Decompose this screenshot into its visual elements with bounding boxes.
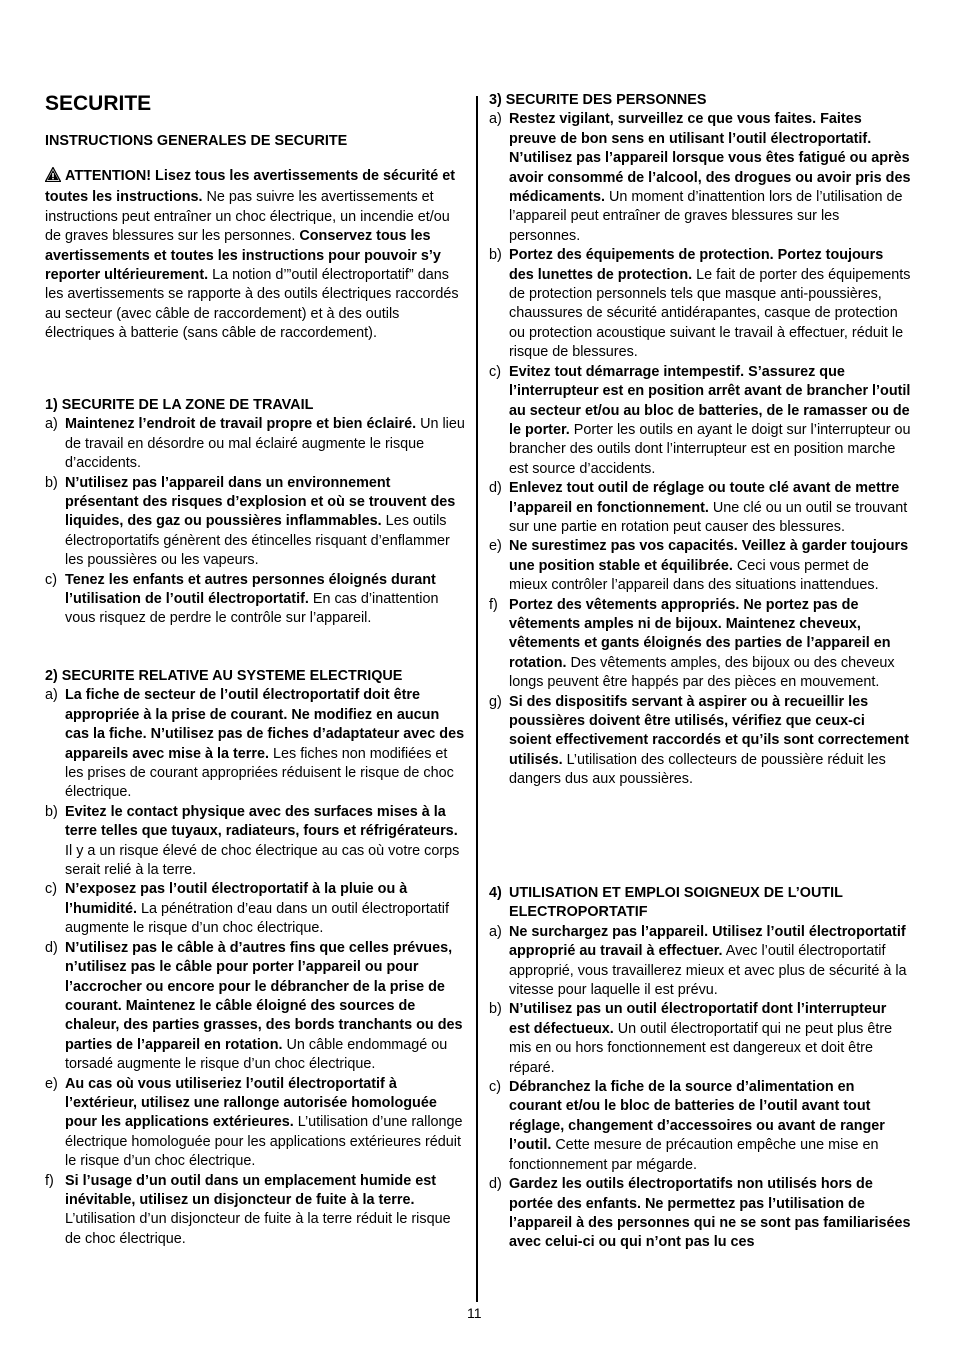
section-subtitle: INSTRUCTIONS GENERALES DE SECURITE [45, 133, 348, 149]
item-bold-text: Restez vigilant, surveillez ce que vous faites. Faites preuve de bon sens en utilisant l’outil électroportatif. N’utilisez pas l’appareil lorsque vous êtes fatigué ou après avoir consommé de l’alcool, des drogues ou avoir pris des médicaments. [509, 111, 911, 206]
item-label: b) [489, 1001, 502, 1018]
item-label: f) [489, 596, 498, 613]
section-heading: 1) SECURITE DE LA ZONE DE TRAVAIL [45, 397, 314, 413]
item-label: b) [45, 474, 58, 491]
item-label: d) [489, 480, 502, 497]
item-bold-text: N’utilisez pas un outil électroportatif dont l’interrupteur est défectueux. [509, 1001, 887, 1037]
item-text: Le fait de porter des équipements de protection personnels tels que masque anti-poussières, chaussures de sécurité antidérapantes, casque de protection ou protection acoustique suivant le travail à effectuer, réduit le risque de blessures. [509, 266, 911, 361]
item-text: Ceci vous permet de mieux contrôler l’appareil dans des situations inattendues. [509, 557, 879, 594]
item-bold-text: N’exposez pas l’outil électroportatif à la pluie ou à l’humidité. [65, 881, 408, 917]
section-heading: 2) SECURITE RELATIVE AU SYSTEME ELECTRIQUE [45, 668, 403, 684]
item-bold-text: Si l’usage d’un outil dans un emplacement humide est inévitable, utilisez un disjoncteur de fuite à la terre. [65, 1172, 437, 1208]
item-bold-text: Evitez tout démarrage intempestif. S’assurez que l’interrupteur est en position arrêt avant de brancher l’outil au secteur et/ou au bloc de batteries, de le ramasser ou de le porter. [509, 363, 911, 438]
intro-text-2: La notion d’”outil électroportatif” dans les avertissements se rapporte à des outils électriques raccordés au secteur (avec câble de raccordement) et à des outils électriques à batterie (sans câble de raccordement). [45, 267, 459, 342]
intro-bold-2: Conservez tous les avertissements et toutes les instructions pour pouvoir s’y reporter ultérieurement. [45, 228, 441, 284]
item-text: L’utilisation des collecteurs de poussière réduit les dangers dus aux poussières. [509, 751, 886, 788]
item-label: d) [45, 939, 58, 956]
page-title: SECURITE [45, 92, 152, 115]
section-work-area [45, 396, 467, 629]
list-item [489, 246, 911, 362]
item-bold-text: La fiche de secteur de l’outil électroportatif doit être appropriée à la prise de courant. Ne modifiez en aucun cas la fiche. N’utilisez pas de fiches d’adaptateur avec des appareils avec mise à la terre. [65, 687, 465, 762]
list-item [489, 110, 911, 246]
list-item [45, 803, 467, 881]
intro-paragraph [45, 167, 467, 344]
item-bold-text: Ne surchargez pas l’appareil. Utilisez l’outil électroportatif approprié au travail à effectuer. [509, 923, 906, 960]
list-item [489, 537, 911, 595]
item-bold-text: Portez des équipements de protection. Portez toujours des lunettes de protection. [509, 247, 884, 283]
list-item [45, 939, 467, 1075]
item-bold-text: N’utilisez pas le câble à d’autres fins que celles prévues, n’utilisez pas le câble pour porter l’appareil ou pour l’accrocher ou encore pour le débrancher de la prise de courant. Maintenez le câble éloigné des sources de chaleur, des parties grasses, des bords tranchants ou des parties de l’appareil en rotation. [65, 939, 463, 1053]
list-item [45, 880, 467, 938]
item-text: Une clé ou un outil se trouvant sur une partie en rotation peut causer des blessures. [509, 499, 908, 535]
item-bold-text: Evitez le contact physique avec des surfaces mises à la terre telles que tuyaux, radiateurs, fours et réfrigérateurs. [65, 803, 458, 840]
item-label: a) [489, 111, 502, 128]
item-text: Un lieu de travail en désordre ou mal éclairé augmente le risque d’accidents. [65, 416, 465, 472]
page-number: 11 [467, 1305, 482, 1321]
section-number: 4) [489, 885, 502, 901]
item-text: L’utilisation d’une rallonge électrique homologuée pour les applications extérieures réduit le risque d’un choc électrique. [65, 1114, 463, 1170]
list-item [45, 1172, 467, 1250]
item-label: a) [489, 923, 502, 940]
item-label: a) [45, 687, 58, 704]
list-item [489, 1175, 911, 1253]
item-bold-text: Si des dispositifs servant à aspirer ou à recueillir les poussières doivent être utilisés, vérifiez que ceux-ci soient effectivement raccordés et qu’ils sont correctement utilisés. [509, 693, 909, 768]
item-bold-text: Gardez les outils électroportatifs non utilisés hors de portée des enfants. Ne permettez pas l’utilisation de l’appareil à des personnes qui ne se sont pas familiarisées avec celui-ci ou qui n’ont pas lu ces [509, 1176, 911, 1251]
section-personal-safety [489, 91, 911, 790]
intro-text-1: Ne pas suivre les avertissements et instructions peut entraîner un choc électrique, un incendie et/ou de graves blessures sur les personnes. [45, 189, 450, 245]
list-item [489, 1078, 911, 1175]
warning-triangle-icon [45, 167, 61, 188]
list-item [489, 596, 911, 693]
item-text: L’utilisation d’un disjoncteur de fuite à la terre réduit le risque de choc électrique. [65, 1211, 451, 1247]
item-text: Un câble endommagé ou torsadé augmente le risque d’un choc électrique. [65, 1036, 448, 1073]
item-bold-text: Enlevez tout outil de réglage ou toute clé avant de mettre l’appareil en fonctionnement. [509, 480, 900, 516]
list-item [45, 474, 467, 571]
section-heading-text: UTILISATION ET EMPLOI SOIGNEUX DE L’OUTIL ELECTROPORTATIF [509, 885, 843, 921]
list-item [489, 363, 911, 479]
section-tool-use [489, 884, 911, 1253]
item-text: Les outils électroportatifs génèrent des étincelles risquant d’enflammer les poussières ou les vapeurs. [65, 513, 450, 569]
item-bold-text: Maintenez l’endroit de travail propre et bien éclairé. [65, 416, 417, 433]
item-label: b) [489, 247, 502, 264]
section-heading: 3) SECURITE DES PERSONNES [489, 92, 707, 108]
item-label: g) [489, 693, 502, 710]
item-bold-text: Ne surestimez pas vos capacités. Veillez à garder toujours une position stable et équilibrée. [509, 538, 909, 574]
column-divider [476, 96, 478, 1302]
item-label: e) [45, 1075, 58, 1092]
item-label: f) [45, 1172, 54, 1189]
item-bold-text: Débranchez la fiche de la source d’alimentation en courant et/ou le bloc de batteries de l’outil avant tout réglage, changement d’accessoires ou avant de ranger l’outil. [509, 1079, 885, 1154]
item-text: En cas d’inattention vous risquez de perdre le contrôle sur l’appareil. [65, 591, 439, 627]
intro-bold-1: ATTENTION! Lisez tous les avertissements de sécurité et toutes les instructions. [45, 168, 456, 206]
section-heading [489, 884, 911, 923]
item-bold-text: Au cas où vous utiliseriez l’outil électroportatif à l’extérieur, utilisez une rallonge autorisée homologuée pour les applications extérieures. [65, 1075, 437, 1131]
item-text: Les fiches non modifiées et les prises de courant appropriées réduisent le risque de choc électrique. [65, 745, 454, 801]
item-text: Cette mesure de précaution empêche une mise en fonctionnement par mégarde. [509, 1137, 879, 1173]
item-label: c) [489, 363, 501, 380]
list-item [489, 479, 911, 537]
list-item [45, 686, 467, 802]
list-item [45, 415, 467, 473]
section-electrical [45, 667, 467, 1249]
item-text: La pénétration d’eau dans un outil électroportatif augmente le risque d’un choc électrique. [65, 900, 449, 937]
list-item [45, 1075, 467, 1172]
item-text: Des vêtements amples, des bijoux ou des cheveux longs peuvent être happés par des pièces en mouvement. [509, 654, 895, 691]
list-item [489, 693, 911, 790]
list-item [489, 1000, 911, 1078]
item-label: b) [45, 803, 58, 820]
item-text: Un outil électroportatif qui ne peut plus être mis en ou hors fonctionnement est dangereux et doit être réparé. [509, 1020, 893, 1076]
item-label: e) [489, 538, 502, 555]
item-text: Un moment d’inattention lors de l’utilisation de l’appareil peut entraîner de graves blessures sur les personnes. [509, 189, 903, 244]
item-label: c) [45, 881, 57, 898]
item-label: c) [489, 1079, 501, 1096]
item-text: Avec l’outil électroportatif approprié, vous travaillerez mieux et avec plus de sécurité à la vitesse pour laquelle il est prévu. [509, 943, 907, 999]
list-item [45, 571, 467, 629]
item-bold-text: Portez des vêtements appropriés. Ne portez pas de vêtements amples ni de bijoux. Maintenez cheveux, vêtements et gants éloignés des parties de l’appareil en rotation. [509, 596, 891, 671]
item-label: c) [45, 571, 57, 588]
item-text: Il y a un risque élevé de choc électrique au cas où votre corps serait relié à la terre. [65, 842, 460, 879]
item-label: a) [45, 416, 58, 433]
list-item [489, 923, 911, 1001]
item-bold-text: N’utilisez pas l’appareil dans un environnement présentant des risques d’explosion et où se trouvent des liquides, des gaz ou poussières inflammables. [65, 474, 456, 530]
item-text: Porter les outils en ayant le doigt sur l’interrupteur ou brancher des outils dont l’interrupteur est en position marche est source d’accidents. [509, 421, 911, 477]
item-label: d) [489, 1176, 502, 1193]
item-bold-text: Tenez les enfants et autres personnes éloignés durant l’utilisation de l’outil électroportatif. [65, 571, 436, 608]
